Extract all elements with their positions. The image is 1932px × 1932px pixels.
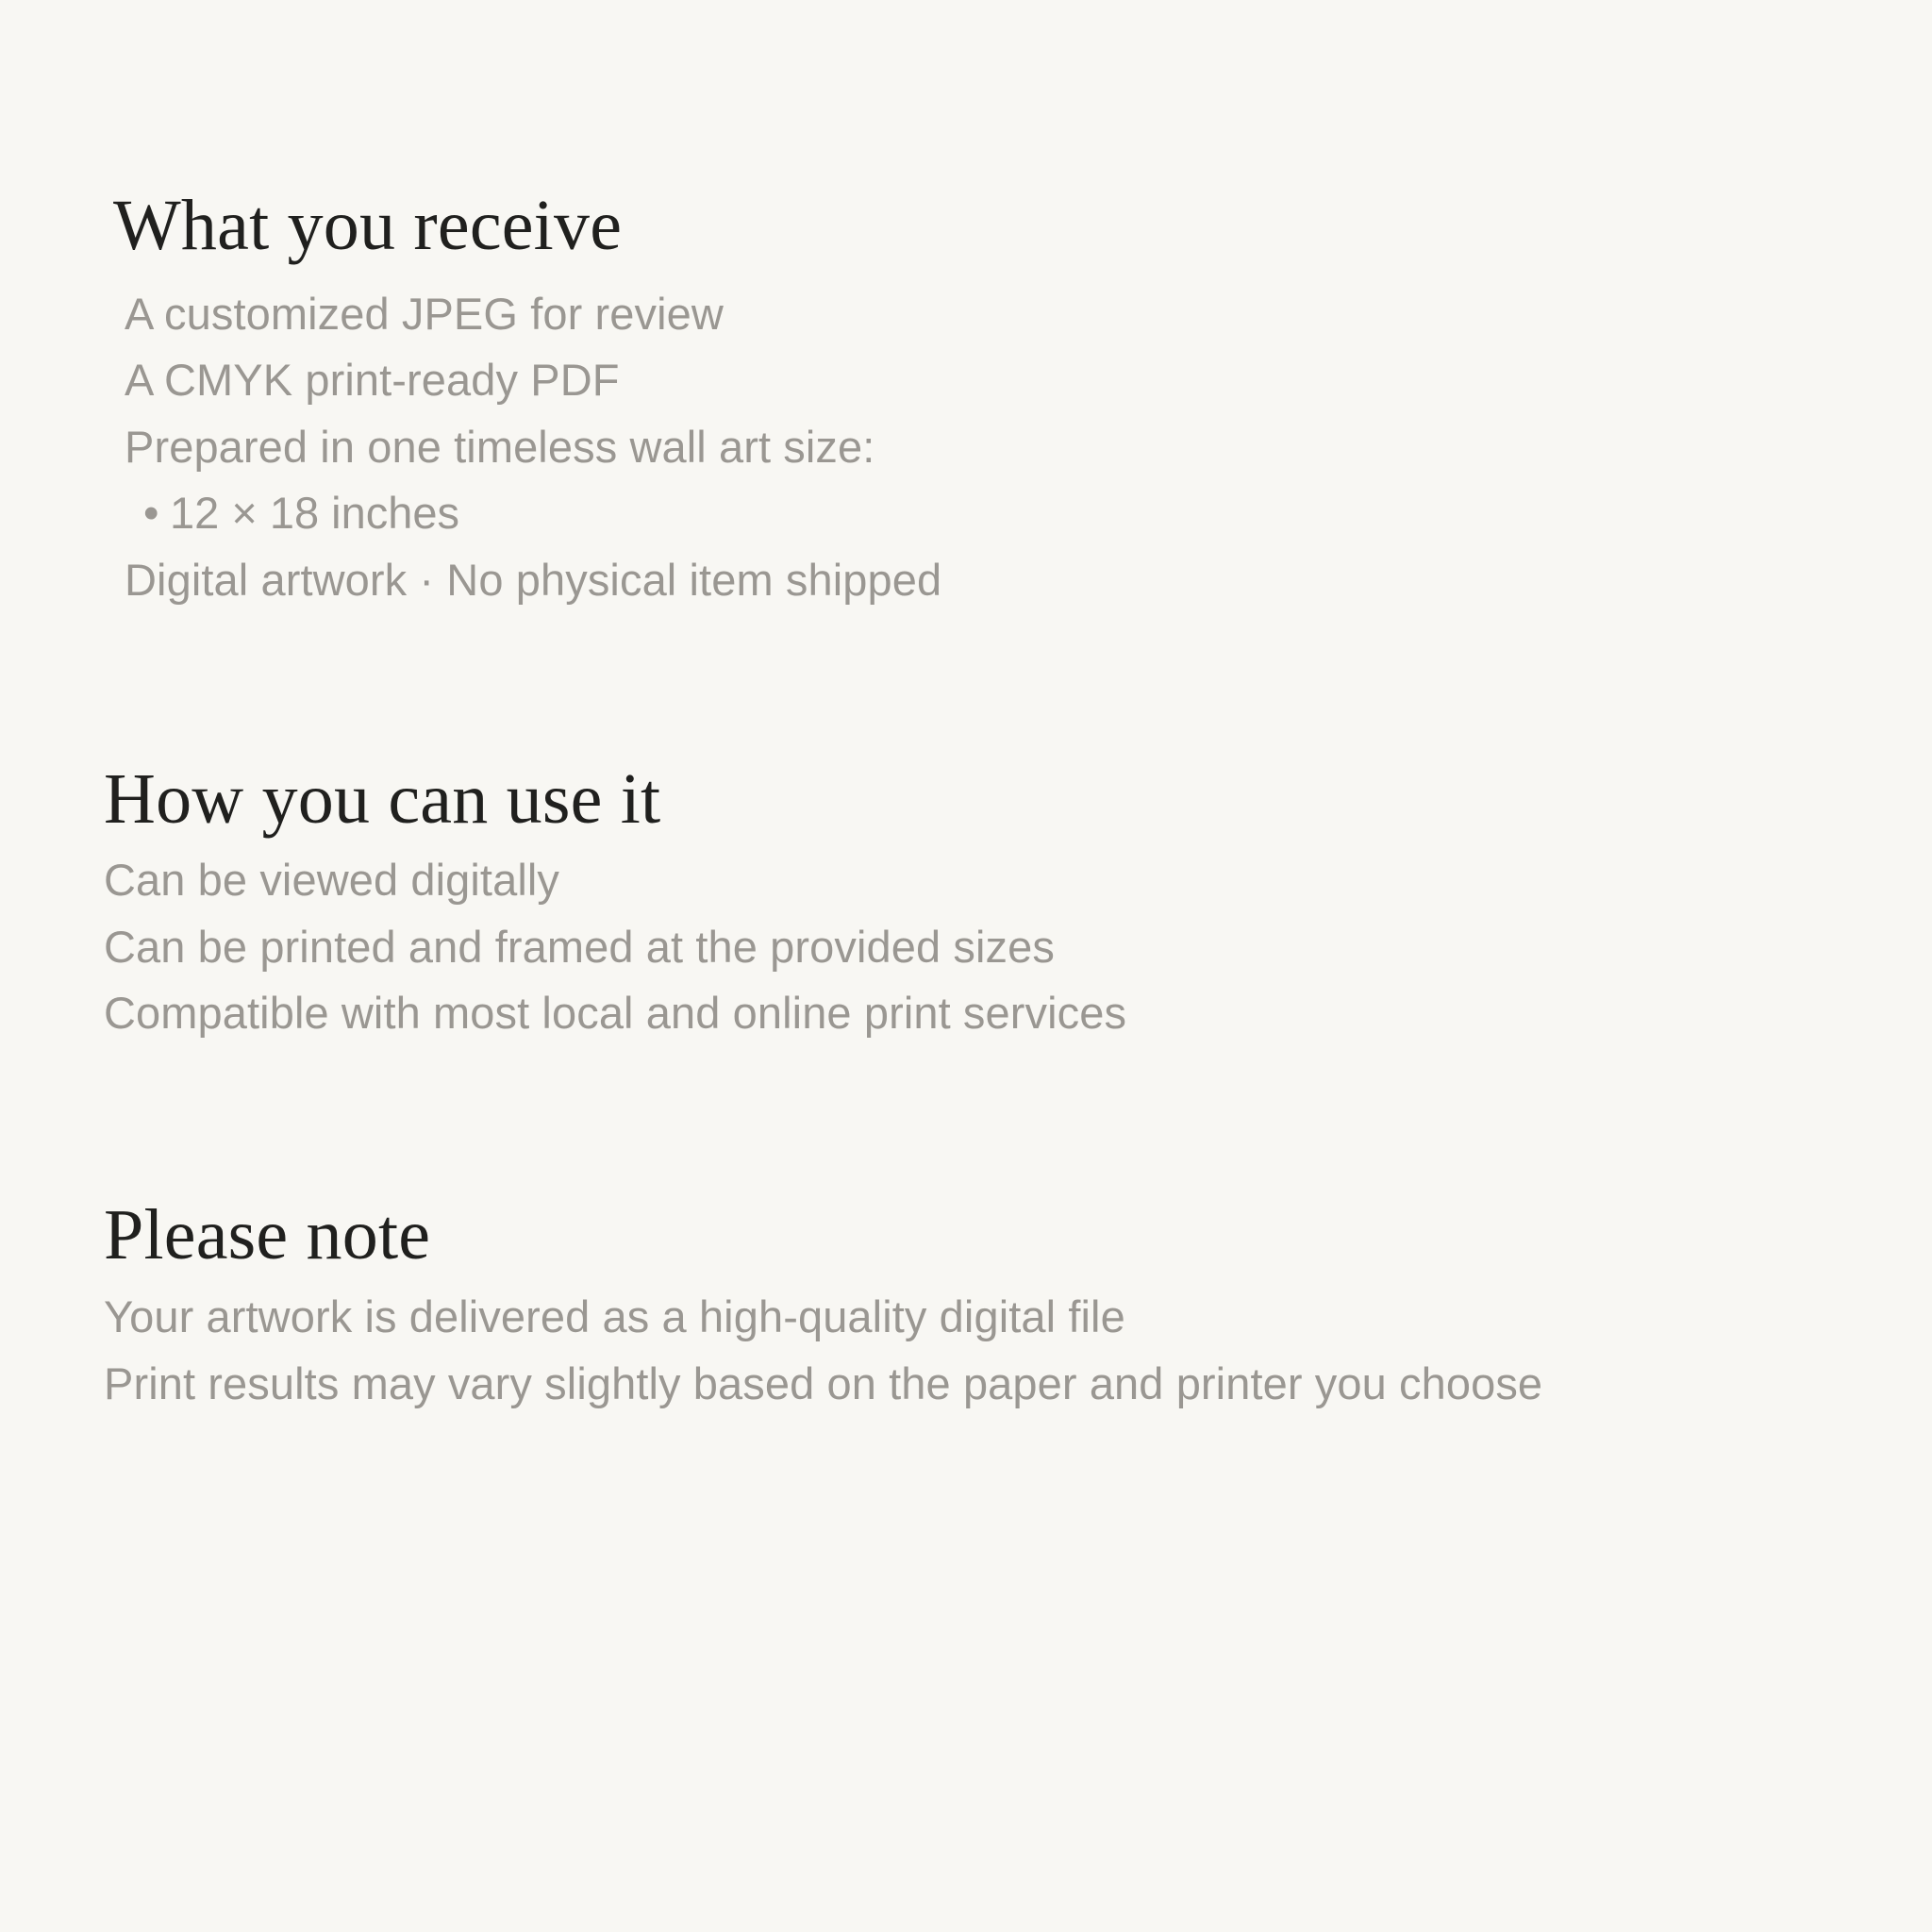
section-how-you-can-use-it — [104, 759, 1819, 1046]
receive-line-1: A customized JPEG for review — [125, 288, 724, 339]
section-heading-please-note: Please note — [104, 1194, 431, 1274]
use-line-3: Compatible with most local and online print services — [104, 988, 1127, 1039]
section-heading-what-you-receive: What you receive — [113, 186, 623, 265]
receive-bullet-size-label: 12 × 18 inches — [170, 488, 460, 539]
section-please-note — [104, 1194, 1819, 1418]
receive-line-2: A CMYK print-ready PDF — [125, 355, 620, 406]
receive-footer-note: Digital artwork · No physical item shipped — [125, 554, 942, 605]
section-what-you-receive — [104, 186, 1819, 613]
note-line-2: Print results may vary slightly based on the paper and printer you choose — [104, 1357, 1543, 1408]
note-line-1: Your artwork is delivered as a high-quality digital file — [104, 1291, 1125, 1342]
receive-line-3: Prepared in one timeless wall art size: — [125, 421, 875, 472]
use-line-1: Can be viewed digitally — [104, 855, 560, 906]
receive-bullet-size — [104, 480, 1819, 547]
section-heading-how-you-can-use-it: How you can use it — [104, 759, 661, 840]
bullet-dot-icon: • — [143, 488, 159, 539]
use-line-2: Can be printed and framed at the provided sizes — [104, 921, 1055, 972]
